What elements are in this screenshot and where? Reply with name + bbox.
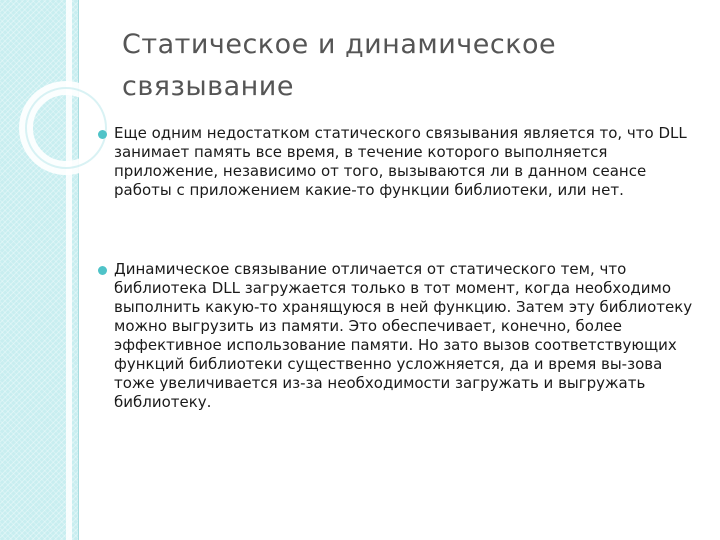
bullet-list — [98, 124, 704, 412]
sidebar-edge-stripe — [66, 0, 72, 540]
bullet-item — [98, 124, 704, 200]
bullet-text: Динамическое связывание отличается от статического тем, что библиотека DLL загружается только в тот момент, когда необходимо выполнить какую-то хранящуюся в ней функцию. Затем эту библиотеку можно выгрузить из памяти. Это обеспечивает, конечно, более эффективное использование памяти. Но зато вызов соответствующих функций библиотеки существенно усложняется, да и время вы-зова тоже увеличивается из-за необходимости загружать и выгружать библиотеку. — [114, 260, 693, 411]
bullet-item — [98, 260, 704, 412]
bullet-marker-icon — [98, 266, 107, 275]
bullet-marker-icon — [98, 130, 107, 139]
slide-title: Статическое и динамическое связывание — [122, 29, 557, 102]
bullet-text: Еще одним недостатком статического связывания является то, что DLL занимает память все время, в течение которого выполняется приложение, независимо от того, вызываются ли в данном сеансе работы с приложением какие-то функции библиотеки, или нет. — [114, 124, 687, 199]
